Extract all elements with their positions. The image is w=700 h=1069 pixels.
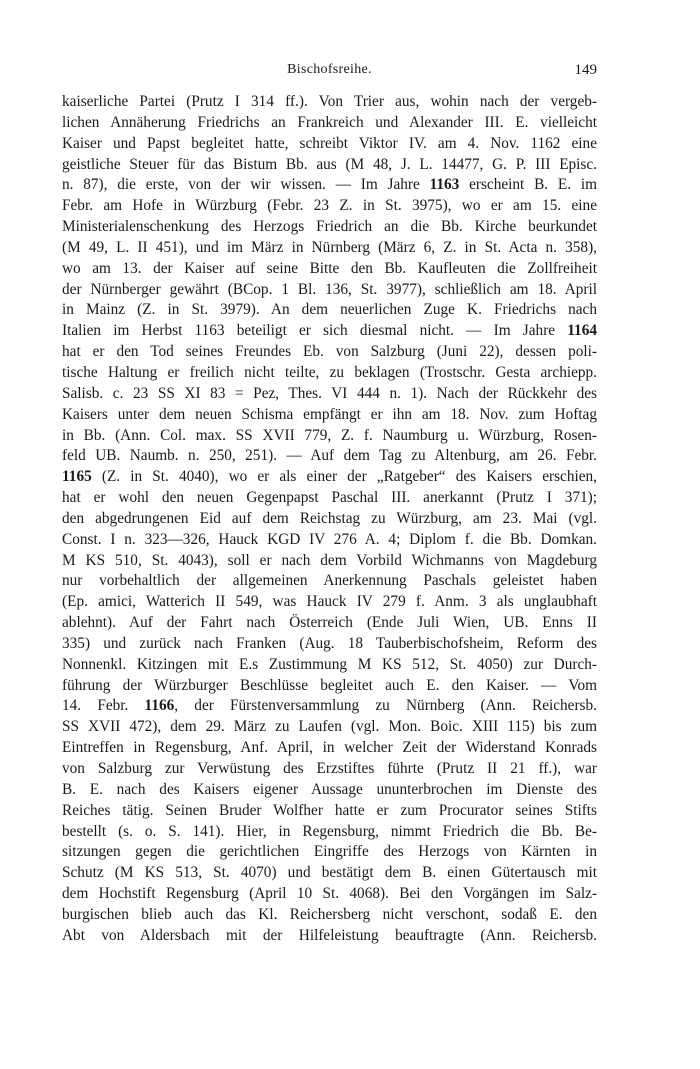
text-line xyxy=(62,363,597,384)
text-run: bestellt (s. o. S. 141). Hier, in Regensburg, nimmt Friedrich die Bb. Be- xyxy=(62,822,597,840)
text-line xyxy=(62,780,597,801)
text-line xyxy=(62,155,597,176)
text-line xyxy=(62,822,597,843)
text-run: Reiches tätig. Seinen Bruder Wolfher hatte er zum Procurator seines Stifts xyxy=(62,801,597,819)
text-line xyxy=(62,384,597,405)
text-line xyxy=(62,259,597,280)
text-run: Kaiser und Papst begleitet hatte, schreibt Viktor IV. am 4. Nov. 1162 eine xyxy=(62,134,597,152)
text-line xyxy=(62,92,597,113)
text-run: dem Hochstift Regensburg (April 10 St. 4068). Bei den Vorgängen im Salz- xyxy=(62,885,597,903)
text-run: sitzungen gegen die gerichtlichen Eingriffe des Herzogs von Kärnten in xyxy=(62,843,597,861)
text-line xyxy=(62,113,597,134)
year-bold: 1164 xyxy=(567,322,597,340)
text-line xyxy=(62,696,597,717)
text-run: ablehnt). Auf der Fahrt nach Österreich (Ende Juli Wien, UB. Enns II xyxy=(62,614,597,632)
text-line xyxy=(62,926,597,947)
text-line xyxy=(62,759,597,780)
text-line xyxy=(62,280,597,301)
text-run: n. 87), die erste, von der wir wissen. — Im Jahre xyxy=(62,176,430,194)
year-bold: 1166 xyxy=(144,697,175,715)
text-run: 335) und zurück nach Franken (Aug. 18 Tauberbischofsheim, Reform des xyxy=(62,634,597,652)
text-run: lichen Annäherung Friedrichs an Frankreich und Alexander III. E. vielleicht xyxy=(62,113,597,131)
text-run: B. E. nach des Kaisers eigener Aussage ununterbrochen im Dienste des xyxy=(62,780,597,798)
text-line xyxy=(62,655,597,676)
text-run: in Bb. (Ann. Col. max. SS XVII 779, Z. f. Naumburg u. Würzburg, Rosen- xyxy=(62,426,597,444)
page-number: 149 xyxy=(574,62,597,78)
text-line xyxy=(62,551,597,572)
text-line xyxy=(62,446,597,467)
text-line xyxy=(62,592,597,613)
text-line xyxy=(62,634,597,655)
text-run: nur vorbehaltlich der allgemeinen Anerkennung Paschals geleistet haben xyxy=(62,572,597,590)
text-run: , der Fürstenversammlung zu Nürnberg (Ann. Reichersb. xyxy=(174,697,597,715)
text-run: M KS 510, St. 4043), soll er nach dem Vorbild Wichmanns von Magdeburg xyxy=(62,551,597,569)
text-line xyxy=(62,342,597,363)
text-line xyxy=(62,134,597,155)
text-run: hat er wohl den neuen Gegenpapst Paschal III. anerkannt (Prutz I 371); xyxy=(62,489,597,507)
text-line xyxy=(62,196,597,217)
text-run: Const. I n. 323—326, Hauck KGD IV 276 A. 4; Diplom f. die Bb. Domkan. xyxy=(62,530,597,548)
text-line xyxy=(62,738,597,759)
text-run: Salisb. c. 23 SS XI 83 = Pez, Thes. VI 444 n. 1). Nach der Rückkehr des xyxy=(62,384,597,402)
text-run: kaiserliche Partei (Prutz I 314 ff.). Von Trier aus, wohin nach der vergeb- xyxy=(62,93,597,110)
text-line xyxy=(62,905,597,926)
text-line xyxy=(62,801,597,822)
text-run: (Z. in St. 4040), wo er als einer der „Ratgeber“ des Kaisers erschien, xyxy=(91,468,597,486)
text-run: Ministerialenschenkung des Herzogs Friedrich an die Bb. Kirche beurkundet xyxy=(62,218,597,236)
text-run: Kaisers unter dem neuen Schisma empfängt er ihn am 18. Nov. zum Hoftag xyxy=(62,405,597,423)
text-run: den abgedrungenen Eid auf dem Reichstag zu Würzburg, am 23. Mai (vgl. xyxy=(62,509,597,527)
running-head xyxy=(62,62,597,82)
text-run: wo am 13. der Kaiser auf seine Bitte den Bb. Kaufleuten die Zollfreiheit xyxy=(62,259,597,277)
text-line xyxy=(62,426,597,447)
text-run: hat er den Tod seines Freundes Eb. von Salzburg (Juni 22), dessen poli- xyxy=(62,343,597,361)
text-run: Nonnenkl. Kitzingen mit E.s Zustimmung M KS 512, St. 4050) zur Durch- xyxy=(62,655,597,673)
text-run: von Salzburg zur Verwüstung des Erzstiftes führte (Prutz II 21 ff.), war xyxy=(62,760,597,777)
text-run: Abt von Aldersbach mit der Hilfeleistung beauftragte (Ann. Reichersb. xyxy=(62,926,597,944)
text-line xyxy=(62,175,597,196)
text-run: geistliche Steuer für das Bistum Bb. aus (M 48, J. L. 14477, G. P. III Episc. xyxy=(62,155,597,173)
text-line xyxy=(62,488,597,509)
text-run: tische Haltung er freilich nicht teilte, zu beklagen (Trostschr. Gesta archiepp. xyxy=(62,363,597,381)
year-bold: 1163 xyxy=(429,176,460,194)
text-line xyxy=(62,509,597,530)
text-line xyxy=(62,321,597,342)
text-line xyxy=(62,238,597,259)
text-run: 14. Febr. xyxy=(62,697,145,715)
year-bold: 1165 xyxy=(62,468,92,486)
text-run: der Nürnberger gewährt (BCop. 1 Bl. 136, St. 3977), schließlich am 18. April xyxy=(62,280,597,298)
text-line xyxy=(62,613,597,634)
text-run: (Ep. amici, Watterich II 549, was Hauck IV 279 f. Anm. 3 als unglaubhaft xyxy=(62,593,597,611)
body-text xyxy=(62,92,597,947)
text-line xyxy=(62,884,597,905)
text-run: burgischen blieb auch das Kl. Reichersberg nicht verschont, sodaß E. den xyxy=(62,905,597,923)
text-line xyxy=(62,676,597,697)
text-line xyxy=(62,530,597,551)
text-run: SS XVII 472), dem 29. März zu Laufen (vgl. Mon. Boic. XIII 115) bis zum xyxy=(62,718,597,736)
running-title: Bischofsreihe. xyxy=(287,62,372,77)
text-line xyxy=(62,467,597,488)
text-run: (M 49, L. II 451), und im März in Nürnberg (März 6, Z. in St. Acta n. 358), xyxy=(62,238,597,256)
text-run: feld UB. Naumb. n. 250, 251). — Auf dem Tag zu Altenburg, am 26. Febr. xyxy=(62,447,597,465)
text-line xyxy=(62,717,597,738)
text-run: erscheint B. E. im xyxy=(459,176,597,194)
text-line xyxy=(62,863,597,884)
text-line xyxy=(62,300,597,321)
text-line xyxy=(62,217,597,238)
text-run: Schutz (M KS 513, St. 4070) und bestätigt dem B. einen Gütertausch mit xyxy=(62,864,597,882)
text-run: Febr. am Hofe in Würzburg (Febr. 23 Z. in St. 3975), wo er am 15. eine xyxy=(62,197,597,215)
text-run: Eintreffen in Regensburg, Anf. April, in welcher Zeit der Widerstand Konrads xyxy=(62,739,597,757)
text-line xyxy=(62,571,597,592)
text-run: Italien im Herbst 1163 beteiligt er sich diesmal nicht. — Im Jahre xyxy=(62,322,568,340)
text-line xyxy=(62,842,597,863)
text-line xyxy=(62,405,597,426)
text-run: in Mainz (Z. in St. 3979). An dem neuerlichen Zuge K. Friedrichs nach xyxy=(62,301,597,319)
text-run: führung der Würzburger Beschlüsse begleitet auch E. den Kaiser. — Vom xyxy=(62,676,597,694)
